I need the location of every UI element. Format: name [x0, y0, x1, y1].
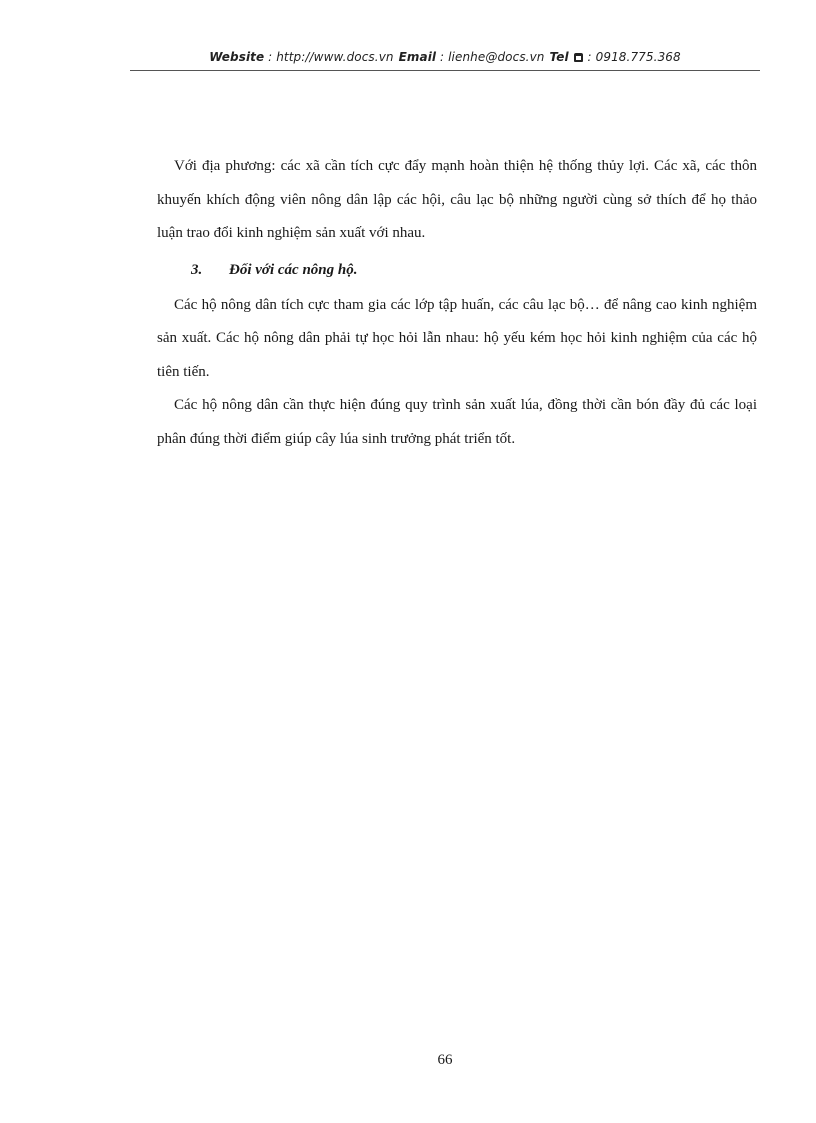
email-label: Email [398, 50, 437, 64]
tel-value: : 0918.775.368 [583, 50, 681, 64]
document-body [157, 150, 757, 456]
tel-label: Tel [549, 50, 569, 64]
phone-icon [574, 53, 583, 62]
website-label: Website [209, 50, 265, 64]
paragraph-farm-households-training: Các hộ nông dân tích cực tham gia các lớp tập huấn, các câu lạc bộ… để nâng cao kinh nghiệm sản xuất. Các hộ nông dân phải tự học hỏi lẫn nhau: hộ yếu kém học hỏi kinh nghiệm của các hộ tiên tiến. [157, 296, 757, 380]
section-title: Đối với các nông hộ. [229, 261, 358, 278]
email-separator: : [436, 50, 449, 64]
section-heading [157, 251, 757, 289]
section-number: 3. [191, 261, 203, 278]
page-header [130, 50, 760, 70]
header-divider [130, 70, 760, 71]
website-separator: : [264, 50, 277, 64]
website-link[interactable]: http://www.docs.vn [276, 50, 394, 64]
page-number: 66 [437, 1052, 453, 1068]
email-link[interactable]: lienhe@docs.vn [448, 50, 545, 64]
paragraph-farm-households-process: Các hộ nông dân cần thực hiện đúng quy trình sản xuất lúa, đồng thời cần bón đầy đủ các loại phân đúng thời điểm giúp cây lúa sinh trưởng phát triển tốt. [157, 397, 757, 447]
paragraph-local-authorities: Với địa phương: các xã cần tích cực đẩy mạnh hoàn thiện hệ thống thủy lợi. Các xã, các thôn khuyến khích động viên nông dân lập các hội, câu lạc bộ những người cùng sở thích để họ thảo luận trao đổi kinh nghiệm sản xuất với nhau. [157, 158, 757, 241]
